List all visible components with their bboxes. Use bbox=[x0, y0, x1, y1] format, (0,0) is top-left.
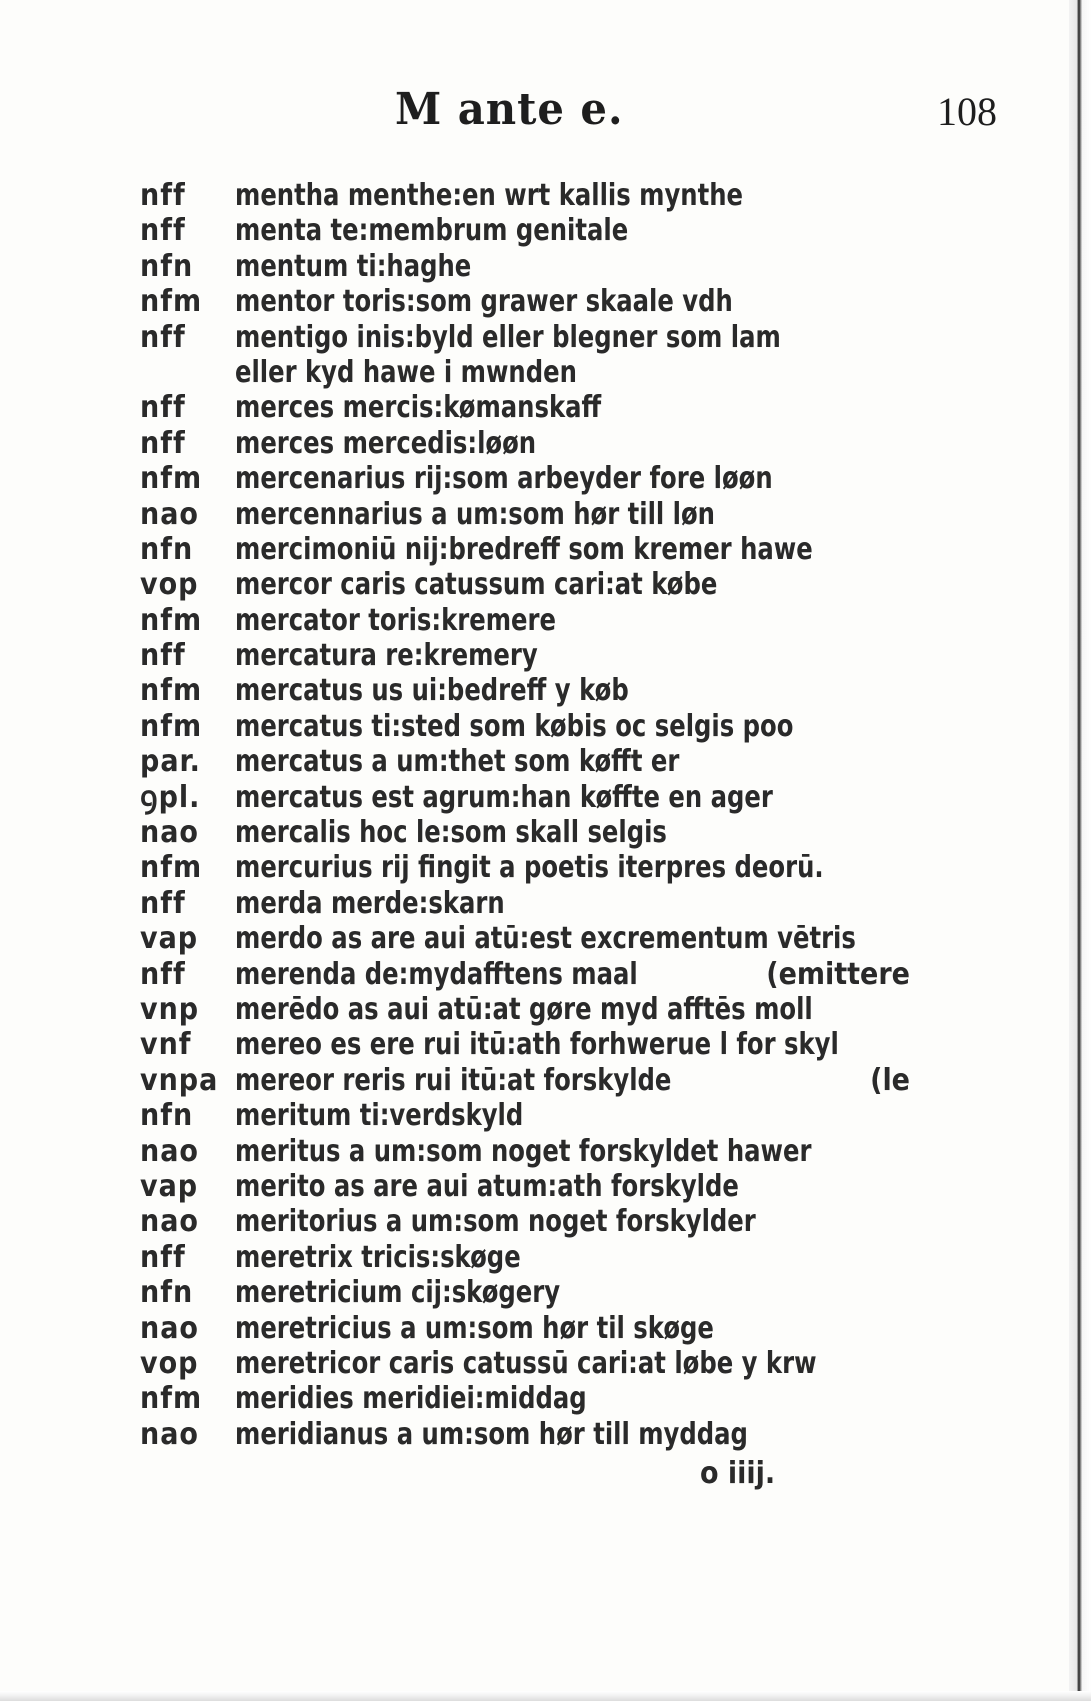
dictionary-entry bbox=[140, 1063, 910, 1098]
dictionary-entry bbox=[140, 638, 910, 673]
running-head: M ante e. bbox=[395, 84, 624, 135]
dictionary-entry bbox=[140, 532, 910, 567]
grammar-tag: ꝯpl. bbox=[140, 779, 201, 815]
entry-text: mercatura re:kremery bbox=[235, 638, 538, 674]
grammar-tag: nff bbox=[140, 425, 186, 461]
dictionary-entry bbox=[140, 1169, 910, 1204]
grammar-tag: nfn bbox=[140, 248, 194, 284]
grammar-tag: vnf bbox=[140, 1027, 192, 1063]
dictionary-entry bbox=[140, 1240, 910, 1275]
grammar-tag: nfm bbox=[140, 602, 203, 638]
entry-text: merenda de:mydafftens maal bbox=[235, 956, 638, 992]
grammar-tag: nfn bbox=[140, 1098, 194, 1134]
grammar-tag: nao bbox=[140, 1204, 199, 1240]
grammar-tag: nff bbox=[140, 1239, 186, 1275]
entry-text: mercatus us ui:bedreff y køb bbox=[235, 673, 629, 709]
dictionary-entry bbox=[140, 320, 910, 355]
entry-text: mercor caris catussum cari:at købe bbox=[235, 567, 718, 603]
dictionary-entry bbox=[140, 1204, 910, 1239]
entry-text: mercennarius a um:som hør till løn bbox=[235, 496, 715, 532]
entry-text: merēdo as aui atū:at gøre myd afftēs moll bbox=[235, 991, 813, 1027]
grammar-tag: par. bbox=[140, 744, 201, 780]
dictionary-entry bbox=[140, 178, 910, 213]
dictionary-entry bbox=[140, 673, 910, 708]
entry-text: meridies meridiei:middag bbox=[235, 1381, 587, 1417]
grammar-tag: vnpa bbox=[140, 1062, 219, 1098]
grammar-tag: nff bbox=[140, 178, 186, 213]
grammar-tag: vap bbox=[140, 921, 199, 957]
entry-text: meritus a um:som noget forskyldet hawer bbox=[235, 1133, 812, 1169]
entry-text: mercurius rij fingit a poetis iterpres deorū. bbox=[235, 850, 824, 886]
dictionary-entries bbox=[140, 178, 910, 1452]
entry-text: merito as are aui atum:ath forskylde bbox=[235, 1168, 739, 1204]
dictionary-entry bbox=[140, 1027, 910, 1062]
entry-text: eller kyd hawe i mwnden bbox=[235, 354, 577, 390]
entry-text: menta te:membrum genitale bbox=[235, 213, 629, 249]
dictionary-entry bbox=[140, 355, 910, 390]
entry-text: mereor reris rui itū:at forskylde bbox=[235, 1062, 672, 1098]
entry-continuation: (le bbox=[870, 1062, 910, 1098]
dictionary-entry bbox=[140, 284, 910, 319]
dictionary-entry bbox=[140, 1417, 910, 1452]
dictionary-entry bbox=[140, 1275, 910, 1310]
grammar-tag: nfn bbox=[140, 531, 194, 567]
entry-text: meritorius a um:som noget forskylder bbox=[235, 1204, 756, 1240]
dictionary-entry bbox=[140, 1381, 910, 1416]
grammar-tag: nff bbox=[140, 213, 186, 249]
grammar-tag: vnp bbox=[140, 991, 200, 1027]
entry-text: mereo es ere rui itū:ath forhwerue l for skyl bbox=[235, 1027, 839, 1063]
entry-text: mentum ti:haghe bbox=[235, 248, 472, 284]
entry-text: mercatus ti:sted som købis oc selgis poo bbox=[235, 708, 794, 744]
dictionary-entry bbox=[140, 1098, 910, 1133]
entry-text: merdo as are aui atū:est excrementum vētris bbox=[235, 921, 856, 957]
grammar-tag: nao bbox=[140, 496, 199, 532]
dictionary-entry bbox=[140, 921, 910, 956]
dictionary-entry bbox=[140, 461, 910, 496]
entry-text: merda merde:skarn bbox=[235, 885, 505, 921]
entry-continuation: (emittere bbox=[766, 956, 910, 992]
dictionary-entry bbox=[140, 744, 910, 779]
dictionary-entry bbox=[140, 957, 910, 992]
grammar-tag: nfm bbox=[140, 1381, 203, 1417]
grammar-tag: vop bbox=[140, 1345, 199, 1381]
entry-text: meretrix tricis:skøge bbox=[235, 1239, 521, 1275]
grammar-tag: vap bbox=[140, 1168, 199, 1204]
dictionary-entry bbox=[140, 1311, 910, 1346]
entry-text: merces mercedis:løøn bbox=[235, 425, 537, 461]
entry-text: meridianus a um:som hør till myddag bbox=[235, 1416, 748, 1452]
dictionary-entry bbox=[140, 886, 910, 921]
grammar-tag: nao bbox=[140, 1310, 199, 1346]
dictionary-entry bbox=[140, 213, 910, 248]
dictionary-entry bbox=[140, 567, 910, 602]
grammar-tag: nao bbox=[140, 1416, 199, 1452]
dictionary-entry bbox=[140, 390, 910, 425]
grammar-tag: vop bbox=[140, 567, 199, 603]
page-number: 108 bbox=[937, 89, 997, 134]
entry-text: mentigo inis:byld eller blegner som lam bbox=[235, 319, 781, 355]
dictionary-entry bbox=[140, 603, 910, 638]
grammar-tag: nff bbox=[140, 885, 186, 921]
entry-text: mercenarius rij:som arbeyder fore løøn bbox=[235, 461, 773, 497]
grammar-tag: nfm bbox=[140, 708, 203, 744]
grammar-tag: nff bbox=[140, 638, 186, 674]
grammar-tag: nfm bbox=[140, 284, 203, 320]
dictionary-entry bbox=[140, 815, 910, 850]
grammar-tag: nfn bbox=[140, 1275, 194, 1311]
grammar-tag: nao bbox=[140, 815, 199, 851]
signature-mark: o iiij. bbox=[700, 1456, 776, 1491]
dictionary-entry bbox=[140, 249, 910, 284]
scan-edge-right bbox=[1069, 0, 1091, 1701]
dictionary-entry bbox=[140, 850, 910, 885]
entry-text: meretricor caris catussū cari:at løbe y krw bbox=[235, 1345, 817, 1381]
dictionary-entry bbox=[140, 497, 910, 532]
entry-text: merces mercis:kømanskaff bbox=[235, 390, 602, 426]
grammar-tag: nfm bbox=[140, 850, 203, 886]
entry-text: mercator toris:kremere bbox=[235, 602, 556, 638]
dictionary-entry bbox=[140, 426, 910, 461]
entry-text: meretricius a um:som hør til skøge bbox=[235, 1310, 714, 1346]
entry-text: mercatus est agrum:han køffte en ager bbox=[235, 779, 773, 815]
dictionary-entry bbox=[140, 780, 910, 815]
entry-text: mentha menthe:en wrt kallis mynthe bbox=[235, 178, 743, 213]
grammar-tag: nff bbox=[140, 319, 186, 355]
dictionary-entry bbox=[140, 1134, 910, 1169]
dictionary-entry bbox=[140, 1346, 910, 1381]
entry-text: mentor toris:som grawer skaale vdh bbox=[235, 284, 733, 320]
grammar-tag: nfm bbox=[140, 461, 203, 497]
entry-text: meritum ti:verdskyld bbox=[235, 1098, 524, 1134]
grammar-tag: nff bbox=[140, 390, 186, 426]
entry-text: mercatus a um:thet som køfft er bbox=[235, 744, 680, 780]
scan-edge-bottom bbox=[0, 1691, 1091, 1701]
entry-text: mercimoniū nij:bredreff som kremer hawe bbox=[235, 531, 813, 567]
grammar-tag: nff bbox=[140, 956, 186, 992]
entry-text: meretricium cij:skøgery bbox=[235, 1275, 561, 1311]
grammar-tag: nao bbox=[140, 1133, 199, 1169]
dictionary-entry bbox=[140, 992, 910, 1027]
grammar-tag: nfm bbox=[140, 673, 203, 709]
dictionary-entry bbox=[140, 709, 910, 744]
entry-text: mercalis hoc le:som skall selgis bbox=[235, 815, 667, 851]
